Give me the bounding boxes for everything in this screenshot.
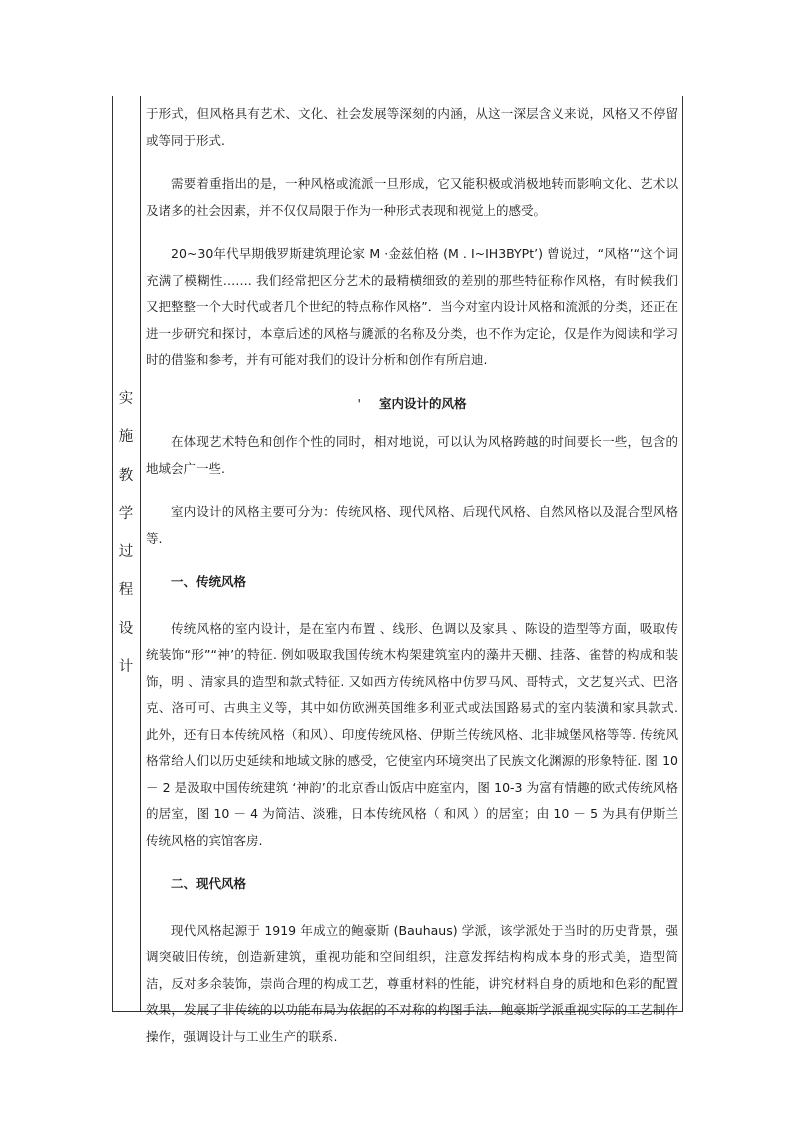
- paragraph: 传统风格的室内设计，是在室内布置 、线形、色调以及家具 、陈设的造型等方面，吸取传统装饰“形”“神’的特征. 例如吸取我国传统木构架建筑室内的藻井天棚、挂落、雀替的构成和装饰，明 、清家具的造型和款式特征. 又如西方传统风格中仿罗马风、哥特式，文艺复兴式、巴洛克、洛可可、古典主义等，其中如仿欧洲英国维多利亚式或法国路易式的室内装潢和家具款式. 此外，还有日本传统风格（和风）、印度传统风格、伊斯兰传统风格、北非城堡风格等等. 传统风格常给人们以历史延续和地域文脉的感受，它使室内环境突出了民族文化渊源的形象特征. 图 10 － 2 是汲取中国传统建筑 ‘神韵’的北京香山饭店中庭室内，图 10-3 为富有情趣的欧式传统风格的居室，图 10 － 4 为简洁、淡雅，日本传统风格（ 和风 ）的居室；甶 10 － 5 为具有伊斯兰传统风格的宾馆客房.: [146, 620, 678, 848]
- paragraph: 现代风格起源于 1919 年成立的鲍豪斯 (Bauhaus) 学派，该学派处于当时的历史背景，强调突破旧传统，创造新建筑，重视功能和空间组织，注意发挥结构构成本身的形式美，造型简洁，反对多余装饰，崇尚合理的构成工艺，尊重材料的性能，讲究材料自身的质地和色彩的配置效果，发展了非传统的以功能布局为依据的不对称的构图手法．鲍豪斯学派重视实际的工艺制作操作，强调设计与工业生产的联系.: [146, 922, 678, 1044]
- side-label-char: 施: [118, 429, 134, 446]
- heading-modern-style: 二、现代风格: [171, 876, 247, 891]
- section-bullet: ': [357, 395, 361, 411]
- side-label-char: 学: [118, 505, 134, 522]
- paragraph: 在体现艺术特色和创作个性的同时，相对地说，可以认为风格跨越的时间要长一些，包含的地域会广一些.: [146, 434, 678, 476]
- side-label-char: 程: [118, 582, 134, 599]
- section-title: [146, 391, 678, 418]
- paragraph: 20~30年代早期俄罗斯建筑理论家 M ·金兹伯格 (M . I~IH3BYPt’) 曾说过，“风格’“这个词充满了模糊性……. 我们经常把区分艺术的最精横细致的差别的那些特征称作风格，有时候我们又把整整一个大时代或者几个世纪的特点称作风格”．当今对室内设计风格和流派的分类，还正在进一步研究和探讨，本章后述的风格与篪派的名称及分类，也不作为定论，仅是作为阅读和学习时的借鉴和参考，并有可能对我们的设计分析和创作有所启迪.: [146, 246, 678, 367]
- paragraph: 室内设计的风格主要可分为：传统风格、现代风格、后现代风格、自然风格以及混合型风格等.: [146, 504, 678, 546]
- side-label-char: 设: [118, 620, 134, 637]
- side-label-char: 实: [118, 391, 134, 407]
- section-title-text: 室内设计的风格: [378, 395, 467, 411]
- heading-traditional-style: 一、传统风格: [171, 574, 247, 589]
- side-label-char: 计: [118, 659, 134, 676]
- paragraph: 需要着重指出的是，一种风格或流派一旦形成，它又能积极或消极地转而影响文化、艺术以及诸多的社会因素，并不仅仅局限于作为一种形式表现和视觉上的感受。: [146, 176, 678, 218]
- column-divider: [140, 96, 141, 1012]
- paragraph-continuation: 于形式，但风格具有艺术、文化、社会发展等深刻的内涵，从这一深层含义来说，风格又不停留或等同于形式.: [146, 106, 678, 148]
- side-label-char: 过: [118, 544, 134, 561]
- side-label-char: 教: [118, 467, 134, 484]
- side-label-column: [112, 380, 140, 686]
- content-cell: [146, 101, 678, 1067]
